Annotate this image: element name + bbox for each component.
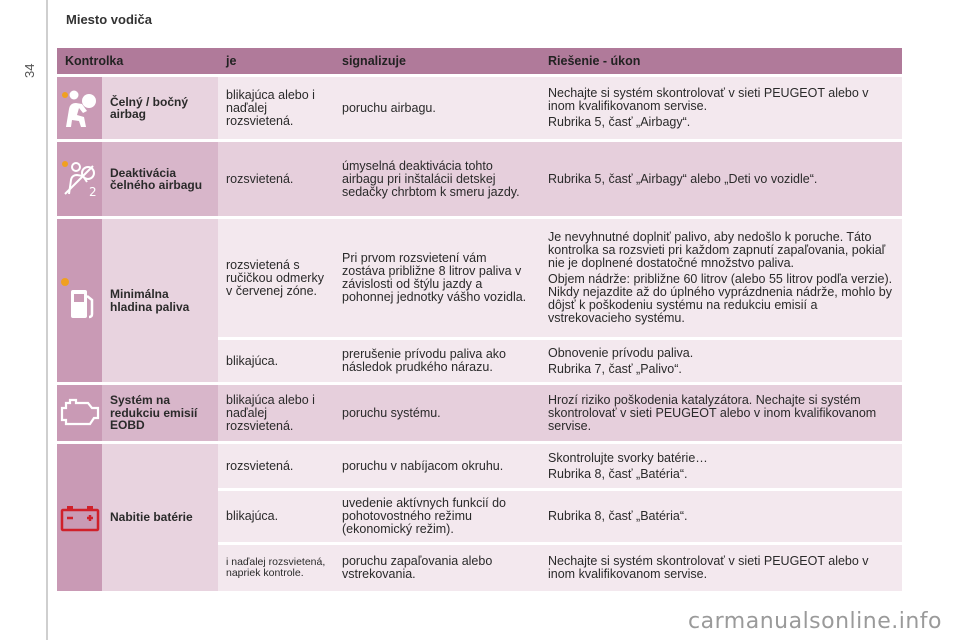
warning-name: Deaktivácia čelného airbagu — [102, 142, 218, 216]
solution-cell — [540, 491, 902, 542]
solution-cell — [540, 444, 902, 488]
solution-text: Obnovenie prívodu paliva. — [548, 345, 694, 360]
state-text: rozsvietená s ručičkou odmerky v červenej zóne. — [218, 219, 334, 337]
signal-text: prerušenie prívodu paliva ako následok prudkého nárazu. — [334, 340, 540, 382]
state-text: rozsvietená. — [218, 142, 334, 216]
battery-icon — [58, 503, 102, 533]
col-header-kontrolka: Kontrolka — [57, 48, 218, 74]
airbag-deactivation-icon — [59, 158, 101, 200]
solution-text: Je nevyhnutné doplniť palivo, aby nedošlo k poruche. Táto kontrolka sa rozsvieti pri každom zapnutí zapaľovania, pokiaľ nie je doplnené dostatočné množstvo paliva. — [548, 230, 886, 270]
signal-text: úmyselná deaktivácia tohto airbagu pri inštalácii detskej sedačky chrbtom k smeru jazdy. — [334, 142, 540, 216]
icon-cell — [57, 444, 102, 591]
svg-text:2: 2 — [88, 185, 97, 199]
signal-text: poruchu v nabíjacom okruhu. — [334, 444, 540, 488]
solution-text: Skontrolujte svorky batérie… — [548, 450, 708, 465]
warning-name: Nabitie batérie — [102, 444, 218, 591]
airbag-icon — [60, 87, 100, 129]
solution-text: Rubrika 8, časť „Batéria“. — [548, 509, 688, 523]
solution-text: Objem nádrže: približne 60 litrov (alebo 55 litrov podľa verzie). Nikdy nejazdite až do úplného vyprázdnenia nádrže, mohlo by dôjsť k poškodeniu systému na redukciu emisií a vstrekovacieho systému. — [548, 272, 893, 325]
table-row — [57, 142, 902, 216]
table-header-row — [57, 48, 902, 74]
solution-text: Rubrika 5, časť „Airbagy“. — [548, 115, 691, 129]
icon-cell — [57, 219, 102, 382]
solution-text: Nechajte si systém skontrolovať v sieti PEUGEOT alebo v inom kvalifikovanom servise. — [548, 554, 869, 581]
table-row — [57, 444, 902, 488]
margin-line — [46, 0, 48, 640]
state-text: blikajúca alebo i naďalej rozsvietená. — [218, 385, 334, 441]
icon-cell — [57, 385, 102, 441]
solution-text: Nechajte si systém skontrolovať v sieti PEUGEOT alebo v inom kvalifikovanom servise. — [548, 86, 869, 113]
solution-cell — [540, 340, 902, 382]
solution-text: Rubrika 8, časť „Batéria“. — [548, 466, 688, 481]
state-text: blikajúca alebo i naďalej rozsvietená. — [218, 77, 334, 139]
state-text: blikajúca. — [218, 491, 334, 542]
solution-cell — [540, 142, 902, 216]
icon-cell — [57, 77, 102, 139]
col-header-riesenie: Riešenie - úkon — [540, 48, 902, 74]
state-text: i naďalej rozsvietená, napriek kontrole. — [218, 545, 334, 591]
solution-cell — [540, 219, 902, 337]
solution-text: Hrozí riziko poškodenia katalyzátora. Nechajte si systém skontrolovať v sieti PEUGEOT alebo v inom kvalifikovanom servise. — [548, 392, 877, 433]
table-row — [57, 77, 902, 139]
warning-name: Systém na redukciu emisií EOBD — [102, 385, 218, 441]
watermark: carmanualsonline.info — [688, 609, 942, 634]
solution-text: Rubrika 7, časť „Palivo“. — [548, 361, 682, 376]
icon-cell — [57, 142, 102, 216]
solution-cell — [540, 385, 902, 441]
table-row — [57, 219, 902, 337]
col-header-signalizuje: signalizuje — [334, 48, 540, 74]
fuel-pump-icon — [59, 276, 101, 326]
signal-text: poruchu systému. — [334, 385, 540, 441]
col-header-je: je — [218, 48, 334, 74]
signal-text: Pri prvom rozsvietení vám zostáva približne 8 litrov paliva v závislosti od štýlu jazdy a pohonnej jednotky vášho vozidla. — [334, 219, 540, 337]
warning-name: Minimálna hladina paliva — [102, 219, 218, 382]
page-number: 34 — [22, 63, 37, 78]
signal-text: poruchu airbagu. — [334, 77, 540, 139]
page-title: Miesto vodiča — [66, 12, 152, 27]
solution-text: Rubrika 5, časť „Airbagy“ alebo „Deti vo vozidle“. — [548, 171, 818, 186]
state-text: blikajúca. — [218, 340, 334, 382]
engine-icon — [58, 396, 102, 430]
signal-text: uvedenie aktívnych funkcií do pohotovostného režimu (ekonomický režim). — [334, 491, 540, 542]
warning-lights-table — [57, 45, 902, 594]
state-text: rozsvietená. — [218, 444, 334, 488]
solution-cell — [540, 77, 902, 139]
signal-text: poruchu zapaľovania alebo vstrekovania. — [334, 545, 540, 591]
table-row — [57, 385, 902, 441]
solution-cell — [540, 545, 902, 591]
warning-name: Čelný / bočný airbag — [102, 77, 218, 139]
